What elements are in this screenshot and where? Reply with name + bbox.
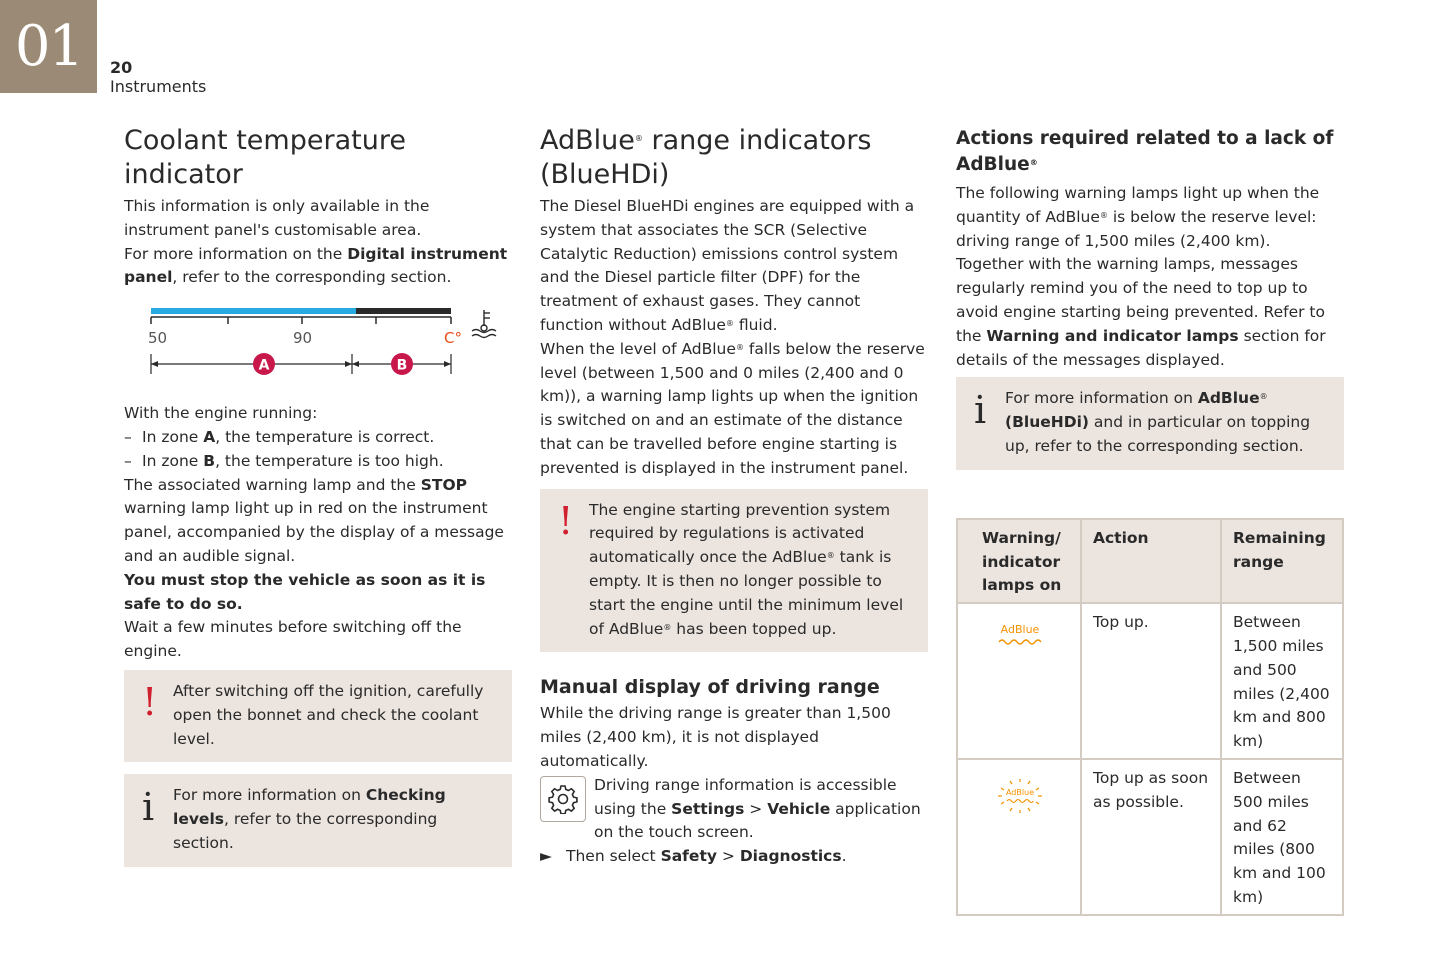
zone-a-item: – In zone A, the temperature is correct.	[124, 427, 435, 446]
gauge-label-c: C°	[444, 329, 462, 348]
table-row	[957, 759, 1343, 915]
manual-display-title: Manual display of driving range	[540, 676, 880, 699]
action-cell: Top up as soon as possible.	[1081, 759, 1221, 915]
info-icon: i	[142, 785, 155, 830]
bluehdi-description: The Diesel BlueHDi engines are equipped with a system that associates the SCR (Selective Catalytic Reduction) emissions control system and the Diesel particle filter (DPF) for the treatment of exhaust gases. They cannot function without AdBlue® fluid.	[540, 197, 915, 334]
warning-lamp-text: The associated warning lamp and the STOP warning lamp light up in red on the instrument panel, accompanied by the display of a message and an audible signal.	[124, 475, 504, 565]
column-adblue-actions	[956, 126, 1344, 916]
warning-lamps-text: The following warning lamps light up when the quantity of AdBlue® is below the reserve level: driving range of 1,500 miles (2,400 km).	[956, 184, 1320, 250]
adblue-actions-table	[956, 518, 1344, 916]
cold-band	[151, 308, 356, 314]
starting-prevention-text: The engine starting prevention system required by regulations is activated automatically once the AdBlue® tank is empty. It is then no longer possible to start the engine until the minimum level of AdBlue® has been topped up.	[589, 500, 904, 638]
adblue-range-title: AdBlue® range indicators (BlueHDi)	[540, 125, 872, 190]
zone-a-label: A	[258, 357, 270, 374]
gauge-label-90: 90	[293, 329, 313, 348]
table-header-row	[957, 519, 1343, 603]
column-coolant	[124, 124, 512, 867]
header-range: Remaining range	[1221, 519, 1343, 603]
header-lamps: Warning/ indicator lamps on	[957, 519, 1081, 603]
coolant-intro-ref: For more information on the Digital instrument panel, refer to the corresponding section.	[124, 244, 508, 287]
messages-text: Together with the warning lamps, messages regularly remind you of the need to top up to avoid engine starting being prevented. Refer to the Warning and indicator lamps section for details of the messages displayed.	[956, 255, 1326, 369]
range-cell: Between 1,500 miles and 500 miles (2,400 km and 800 km)	[1221, 603, 1343, 759]
info-icon: i	[974, 388, 987, 433]
bonnet-warning-box	[124, 670, 512, 762]
adblue-lamp-icon	[969, 622, 1070, 654]
adblue-flashing-lamp-icon	[969, 778, 1070, 822]
manual-display-text: While the driving range is greater than 1,500 miles (2,400 km), it is not displayed automatically.	[540, 704, 891, 770]
gauge-label-50: 50	[148, 329, 168, 348]
checking-levels-info-text: For more information on Checking levels, refer to the corresponding section.	[173, 786, 446, 852]
range-cell: Between 500 miles and 62 miles (800 km and 100 km)	[1221, 759, 1343, 915]
starting-prevention-warning-box	[540, 489, 928, 653]
exclamation-icon: !	[558, 498, 574, 543]
reserve-level-text: When the level of AdBlue® falls below the reserve level (between 1,500 and 0 miles (2,400 and 0 km)), a warning lamp lights up when the ignition is switched on and an estimate of the distance that can be travelled before engine starting is prevented is displayed in the instrument panel.	[540, 339, 925, 477]
section-name: Instruments	[110, 77, 207, 96]
bonnet-warning-text: After switching off the ignition, carefully open the bonnet and check the coolant level.	[173, 681, 484, 748]
header-action: Action	[1081, 519, 1221, 603]
column-adblue-range	[540, 124, 928, 869]
table-row	[957, 603, 1343, 759]
select-diagnostics-item: ► Then select Safety > Diagnostics.	[540, 845, 928, 869]
adblue-info-text: For more information on AdBlue® (BlueHDi) and in particular on topping up, refer to the corresponding section.	[1005, 389, 1311, 455]
coolant-title: Coolant temperature indicator	[124, 125, 406, 190]
settings-gear-icon	[540, 776, 586, 822]
adblue-flashing-lamp-cell	[957, 759, 1081, 915]
zone-b-item: – In zone B, the temperature is too high.	[124, 451, 444, 470]
zone-b-label: B	[396, 357, 408, 374]
settings-paragraph: Driving range information is accessible using the Settings > Vehicle application on the touch screen.	[540, 774, 928, 845]
checking-levels-info-box	[124, 774, 512, 866]
svg-text:AdBlue: AdBlue	[1000, 623, 1039, 637]
svg-text:AdBlue: AdBlue	[1005, 787, 1034, 797]
wait-text: Wait a few minutes before switching off the engine.	[124, 618, 462, 661]
adblue-info-box	[956, 377, 1344, 469]
coolant-thermometer-icon	[472, 310, 496, 338]
stop-vehicle-text: You must stop the vehicle as soon as it is safe to do so.	[124, 570, 486, 613]
coolant-intro: This information is only available in the instrument panel's customisable area.	[124, 197, 430, 239]
adblue-lamp-cell	[957, 603, 1081, 759]
arrow-icon: ►	[540, 847, 552, 866]
coolant-gauge-figure	[124, 308, 512, 388]
engine-running-text: With the engine running:	[124, 404, 318, 423]
exclamation-icon: !	[142, 679, 158, 724]
chapter-number: 01	[0, 0, 97, 93]
hot-band	[356, 308, 451, 314]
action-cell: Top up.	[1081, 603, 1221, 759]
adblue-actions-title: Actions required related to a lack of AdBlue®	[956, 128, 1334, 175]
page-number: 20	[110, 58, 133, 77]
